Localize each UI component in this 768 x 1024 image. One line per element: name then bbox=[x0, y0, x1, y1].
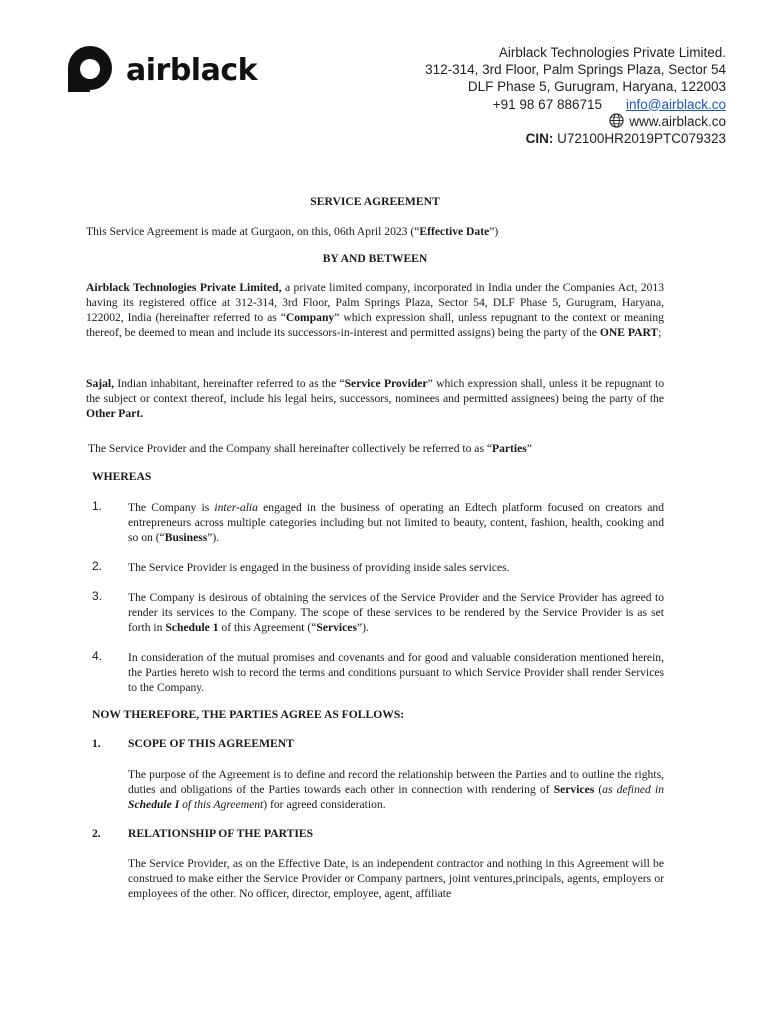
section-paragraph bbox=[128, 767, 664, 812]
section-text: The purpose of the Agreement is to define and record the relationship between the Parties and to outline the rights, duties and obligations of the Parties towards each other in connection with rendering of bbox=[128, 768, 664, 796]
other-part-term: Other Part. bbox=[86, 407, 144, 420]
party-two-name: Sajal, bbox=[86, 377, 115, 390]
one-part-term: ONE PART bbox=[599, 326, 659, 339]
phone-number: +91 98 67 886715 bbox=[492, 96, 602, 112]
party-one-name: Airblack Technologies Private Limited, bbox=[86, 281, 282, 294]
effective-date-term: Effective Date bbox=[419, 225, 490, 238]
party-two-text-2: ” which expression shall, unless it be repugnant to the subject or context thereof, include his legal heirs, successors, nominees and permitted assignees) being the party of the bbox=[86, 377, 664, 405]
parties-text: The Service Provider and the Company shall hereinafter collectively be referred to as “ bbox=[88, 442, 493, 455]
section-title: SCOPE OF THIS AGREEMENT bbox=[128, 737, 294, 750]
section-italic: of this Agreement bbox=[179, 798, 264, 811]
document-title: SERVICE AGREEMENT bbox=[310, 195, 440, 208]
section-text: ( bbox=[594, 783, 603, 796]
schedule-term: Schedule I bbox=[128, 798, 180, 811]
party-one-text: a private limited company, incorporated in India under the Companies Act, 2013 having its registered office at 312-314, 3rd Floor, Palm Springs Plaza, Sector 54, DLF Phase 5, Gurugram, Haryana, 122002, India (hereinafter referred to as “ bbox=[86, 281, 664, 324]
recital-number: 2. bbox=[92, 559, 103, 573]
now-therefore-heading: NOW THEREFORE, THE PARTIES AGREE AS FOLLOWS: bbox=[92, 708, 405, 721]
section-number: 1. bbox=[92, 737, 101, 750]
business-term: Business bbox=[164, 531, 208, 544]
recital-text: of this Agreement (“ bbox=[218, 621, 317, 634]
recital-item bbox=[128, 650, 664, 695]
company-logo bbox=[64, 44, 257, 96]
intro-paragraph bbox=[86, 224, 664, 239]
website-row bbox=[425, 113, 726, 130]
company-address-block bbox=[425, 44, 726, 147]
recital-item bbox=[128, 590, 664, 635]
company-name: Airblack Technologies Private Limited. bbox=[498, 45, 726, 60]
website-link[interactable]: www.airblack.co bbox=[629, 113, 726, 129]
section-text: The Service Provider, as on the Effective Date, is an independent contractor and nothing in this Agreement will be construed to make either the Service Provider or Company partners, joint ventures,principals, agents, employers or employees of the other. No officer, director, employee, agent, affiliate bbox=[128, 857, 664, 900]
party-two-text: Indian inhabitant, hereinafter referred to as the “ bbox=[114, 377, 345, 390]
cin-row bbox=[425, 130, 726, 147]
intro-text: This Service Agreement is made at Gurgaon, on this, 06th April 2023 (“ bbox=[86, 225, 420, 238]
cin-label: CIN: bbox=[525, 131, 554, 147]
recital-italic: inter-alia bbox=[214, 501, 258, 514]
by-and-between: BY AND BETWEEN bbox=[322, 252, 428, 265]
recital-text: ”). bbox=[207, 531, 220, 544]
address-line-1: 312-314, 3rd Floor, Palm Springs Plaza, Sector 54 bbox=[425, 62, 726, 78]
company-term: Company bbox=[285, 311, 335, 324]
party-one-paragraph bbox=[86, 280, 664, 340]
recital-number: 1. bbox=[92, 499, 103, 513]
contact-row bbox=[425, 96, 726, 113]
services-term: Services bbox=[553, 783, 595, 796]
recital-text: ”). bbox=[356, 621, 369, 634]
whereas-heading: WHEREAS bbox=[92, 470, 152, 483]
party-two-paragraph bbox=[86, 376, 664, 421]
recital-text: The Company is desirous of obtaining the services of the Service Provider and the Service Provider has agreed to render its services to the Company. The scope of these services to be rendered by the Service Provider is as set forth in bbox=[128, 591, 664, 634]
address-line-2: DLF Phase 5, Gurugram, Haryana, 122003 bbox=[467, 79, 726, 95]
section-text: ) for agreed consideration. bbox=[263, 798, 386, 811]
service-provider-term: Service Provider bbox=[344, 377, 428, 390]
cin-value: U72100HR2019PTC079323 bbox=[557, 131, 726, 147]
services-term: Services bbox=[316, 621, 357, 634]
recital-item bbox=[128, 560, 664, 575]
recital-item bbox=[128, 500, 664, 545]
section-number: 2. bbox=[92, 827, 101, 840]
parties-end: ” bbox=[526, 442, 532, 455]
party-one-end: ; bbox=[658, 326, 662, 339]
recital-text: The Service Provider is engaged in the business of providing inside sales services. bbox=[128, 561, 510, 574]
globe-icon bbox=[609, 113, 624, 128]
party-one-text-2: ” which expression shall, unless repugnant to the context or meaning thereof, be deemed to mean and include its successors-in-interest and permitted assigns) being the party of the bbox=[86, 311, 664, 339]
intro-end: ”) bbox=[489, 225, 499, 238]
parties-term: Parties bbox=[492, 442, 527, 455]
section-italic: as defined in bbox=[602, 783, 665, 796]
schedule-term: Schedule 1 bbox=[165, 621, 219, 634]
parties-definition bbox=[88, 441, 666, 456]
section-title: RELATIONSHIP OF THE PARTIES bbox=[128, 827, 314, 840]
section-paragraph bbox=[128, 856, 664, 901]
recital-number: 3. bbox=[92, 589, 103, 603]
recital-number: 4. bbox=[92, 649, 103, 663]
brand-name: airblack bbox=[126, 52, 258, 88]
airblack-logo-icon bbox=[64, 44, 116, 96]
recital-text: In consideration of the mutual promises and covenants and for good and valuable consideration mentioned herein, the Parties hereto wish to record the terms and conditions pursuant to which Service Provider shall render Services to the Company. bbox=[128, 651, 664, 694]
recital-text: The Company is bbox=[128, 501, 215, 514]
email-link[interactable]: info@airblack.co bbox=[626, 96, 726, 112]
recital-text: engaged in the business of operating an Edtech platform focused on creators and entrepreneurs across multiple categories including but not limited to beauty, content, fashion, health, cooking and so on (“ bbox=[128, 501, 664, 544]
